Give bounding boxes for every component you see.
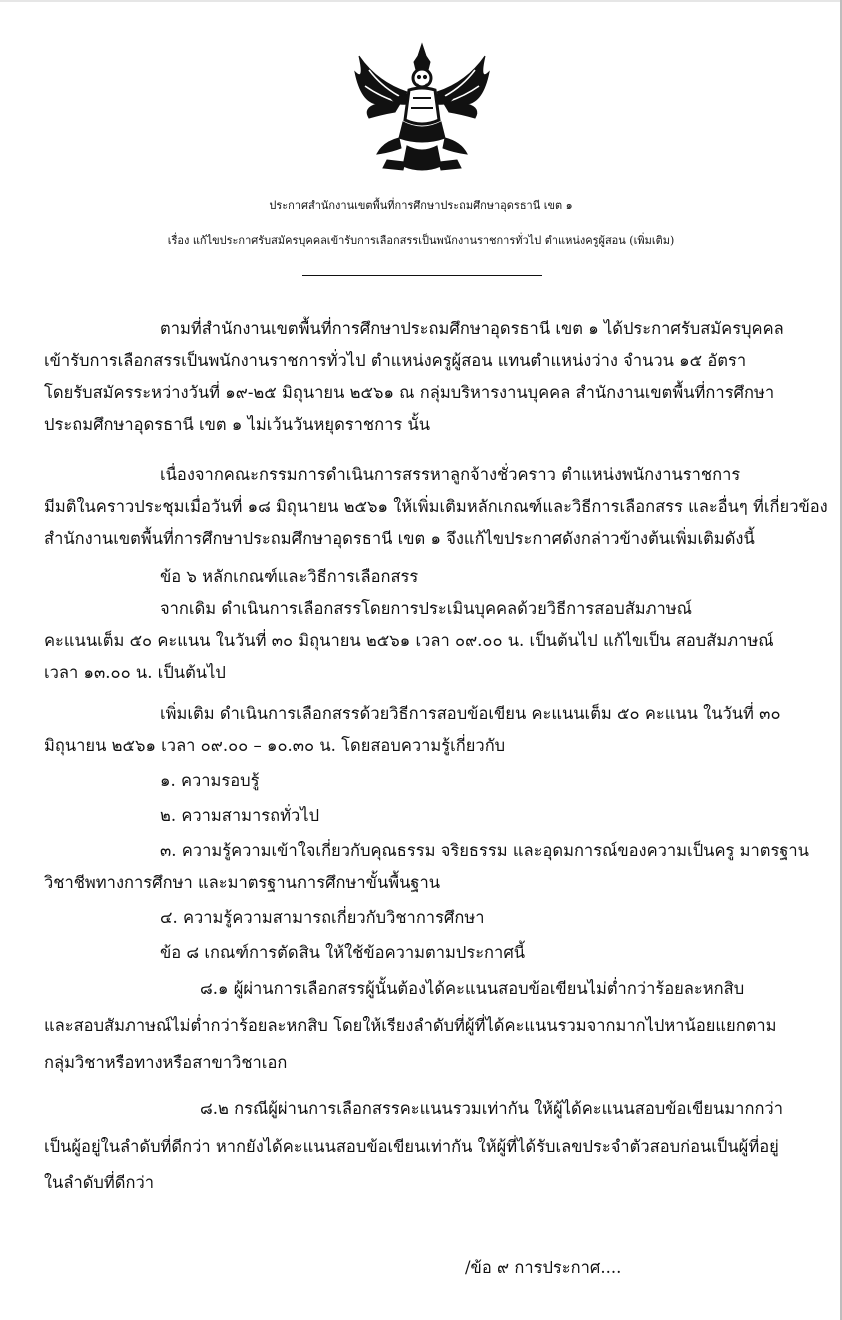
list-item: ๓. ความรู้ความเข้าใจเกี่ยวกับคุณธรรม จริยธรรม และอุดมการณ์ของความเป็นครู มาตรฐาน (160, 841, 809, 860)
paragraph-line: เป็นผู้อยู่ในลำดับที่ดีกว่า หากยังได้คะแนนสอบข้อเขียนเท่ากัน ให้ผู้ที่ได้รับเลขประจำตัวสอบก่อนเป็นผู้ที่อยู่ (44, 1137, 779, 1156)
continuation-note: /ข้อ ๙ การประกาศ.... (465, 1258, 622, 1277)
paragraph-line: จากเดิม ดำเนินการเลือกสรรโดยการประเมินบุคคลด้วยวิธีการสอบสัมภาษณ์ (160, 599, 692, 618)
heading-divider (302, 275, 542, 276)
clause-heading: ข้อ ๖ หลักเกณฑ์และวิธีการเลือกสรร (160, 567, 419, 586)
paragraph-line: ๘.๒ กรณีผู้ผ่านการเลือกสรรคะแนนรวมเท่ากัน ให้ผู้ได้คะแนนสอบข้อเขียนมากกว่า (200, 1099, 783, 1118)
paragraph-line: สำนักงานเขตพื้นที่การศึกษาประถมศึกษาอุดรธานี เขต ๑ จึงแก้ไขประกาศดังกล่าวข้างต้นเพิ่มเติมดังนี้ (44, 529, 755, 548)
subject-heading: เรื่อง แก้ไขประกาศรับสมัครบุคคลเข้ารับการเลือกสรรเป็นพนักงานราชการทั่วไป ตำแหน่งครูผู้สอน (เพิ่มเติม) (167, 234, 675, 247)
paragraph-line: เพิ่มเติม ดำเนินการเลือกสรรด้วยวิธีการสอบข้อเขียน คะแนนเต็ม ๕๐ คะแนน ในวันที่ ๓๐ (160, 704, 781, 723)
paragraph-line: และสอบสัมภาษณ์ไม่ต่ำกว่าร้อยละหกสิบ โดยให้เรียงลำดับที่ผู้ที่ได้คะแนนรวมจากมากไปหาน้อยแยกตาม (44, 1016, 777, 1035)
scan-top-edge (0, 0, 842, 2)
list-item: ๑. ความรอบรู้ (160, 771, 260, 790)
paragraph-line: ประถมศึกษาอุดรธานี เขต ๑ ไม่เว้นวันหยุดราชการ นั้น (44, 415, 431, 434)
list-item: ๒. ความสามารถทั่วไป (160, 806, 320, 825)
list-item-continued: วิชาชีพทางการศึกษา และมาตรฐานการศึกษาขั้นพื้นฐาน (44, 873, 441, 892)
clause-heading: ข้อ ๘ เกณฑ์การตัดสิน ให้ใช้ข้อความตามประกาศนี้ (160, 943, 526, 962)
paragraph-line: กลุ่มวิชาหรือทางหรือสาขาวิชาเอก (44, 1053, 288, 1072)
paragraph-line: คะแนนเต็ม ๕๐ คะแนน ในวันที่ ๓๐ มิถุนายน ๒๕๖๑ เวลา ๐๙.๐๐ น. เป็นต้นไป แก้ไขเป็น สอบสัมภาษณ์ (44, 631, 774, 650)
paragraph-line: ตามที่สำนักงานเขตพื้นที่การศึกษาประถมศึกษาอุดรธานี เขต ๑ ได้ประกาศรับสมัครบุคคล (160, 319, 784, 338)
paragraph-line: เนื่องจากคณะกรรมการดำเนินการสรรหาลูกจ้างชั่วคราว ตำแหน่งพนักงานราชการ (160, 465, 741, 484)
garuda-emblem-icon (347, 42, 497, 177)
paragraph-line: ๘.๑ ผู้ผ่านการเลือกสรรผู้นั้นต้องได้คะแนนสอบข้อเขียนไม่ต่ำกว่าร้อยละหกสิบ (200, 979, 745, 998)
paragraph-line: เข้ารับการเลือกสรรเป็นพนักงานราชการทั่วไป ตำแหน่งครูผู้สอน แทนตำแหน่งว่าง จำนวน ๑๕ อัตรา (44, 351, 747, 370)
paragraph-line: มีมติในคราวประชุมเมื่อวันที่ ๑๘ มิถุนายน ๒๕๖๑ ให้เพิ่มเติมหลักเกณฑ์และวิธีการเลือกสรร และอื่นๆ ที่เกี่ยวข้อง (44, 497, 828, 516)
list-item: ๔. ความรู้ความสามารถเกี่ยวกับวิชาการศึกษา (160, 908, 485, 927)
paragraph-line: มิถุนายน ๒๕๖๑ เวลา ๐๙.๐๐ – ๑๐.๓๐ น. โดยสอบความรู้เกี่ยวกับ (44, 736, 506, 755)
paragraph-line: ในลำดับที่ดีกว่า (44, 1173, 155, 1192)
paragraph-line: เวลา ๑๓.๐๐ น. เป็นต้นไป (44, 663, 226, 682)
issuer-heading: ประกาศสำนักงานเขตพื้นที่การศึกษาประถมศึกษาอุดรธานี เขต ๑ (269, 199, 573, 212)
paragraph-line: โดยรับสมัครระหว่างวันที่ ๑๙-๒๕ มิถุนายน ๒๕๖๑ ณ กลุ่มบริหารงานบุคคล สำนักงานเขตพื้นที่การศึกษา (44, 383, 775, 402)
